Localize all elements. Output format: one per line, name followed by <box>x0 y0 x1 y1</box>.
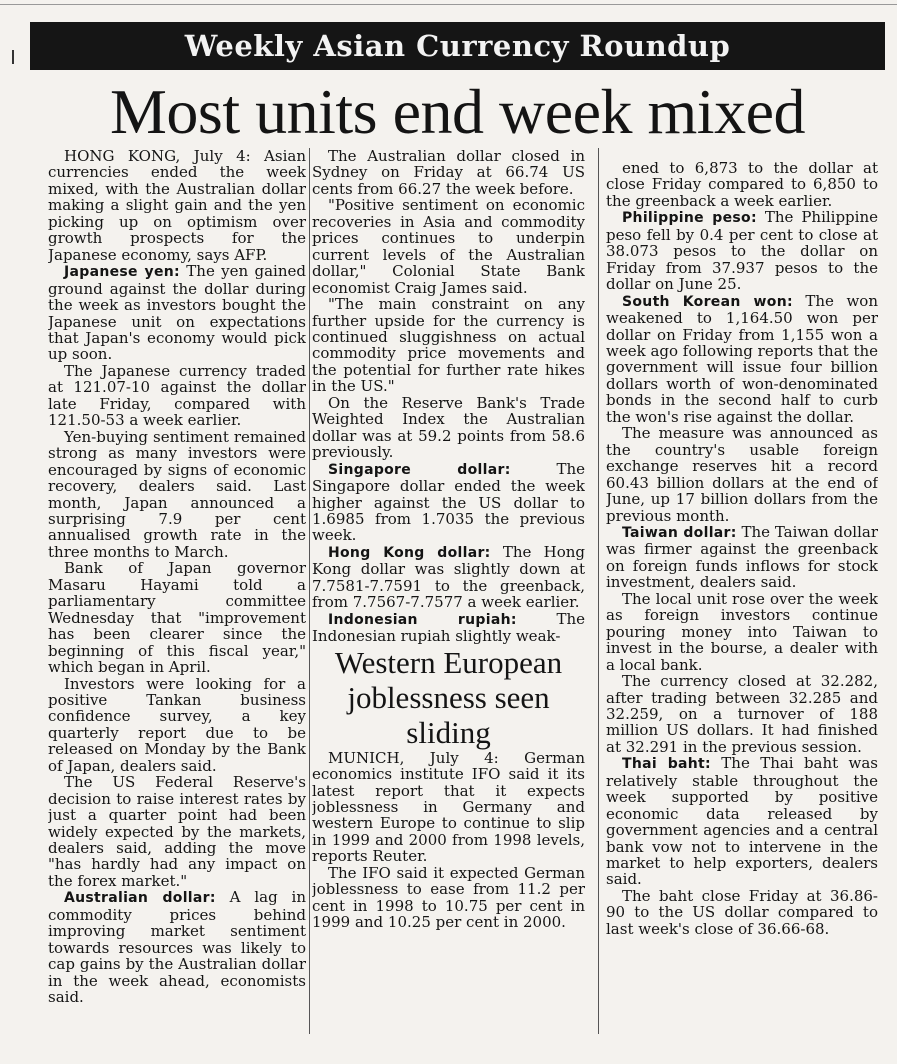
paragraph <box>606 755 878 888</box>
paragraph <box>312 461 585 544</box>
paragraph: The currency closed at 32.282, after trading between 32.285 and 32.259, on a turnover of 188 million US dollars. It had finished at 32.291 in the previous session. <box>606 672 878 756</box>
paragraph <box>312 611 585 645</box>
paragraph: The IFO said it expected German joblessness to ease from 11.2 per cent in 1998 to 10.75 per cent in 1999 and 10.25 per cent in 2000. <box>312 863 585 932</box>
paragraph: Investors were looking for a positive Tankan business confidence survey, a key quarterly report due to be released on Monday by the Bank of Japan, dealers said. <box>48 674 306 775</box>
paragraph-text: The won weakened to 1,164.50 won per dollar on Friday from 1,155 won a week ago following reports that the government will issue four billion dollars worth of won-denominated bonds in the second half to curb the won's rise against the dollar. <box>606 291 878 426</box>
paragraph-text: The yen gained ground against the dollar during the week as investors bought the Japanese unit on expectations that Japan's economy would pick up soon. <box>48 262 306 364</box>
section-banner: Weekly Asian Currency Roundup <box>30 22 885 70</box>
paragraph: "The main constraint on any further upside for the currency is continued sluggishness on actual commodity price movements and the potential for further rate hikes in the US." <box>312 295 585 396</box>
paragraph-lead: Hong Kong dollar: <box>328 544 491 561</box>
paragraph <box>312 544 585 611</box>
paragraph-text: The Indonesian rupiah slightly weak- <box>312 609 585 646</box>
paragraph-lead: Singapore dollar: <box>328 461 511 478</box>
paragraph: The baht close Friday at 36.86-90 to the US dollar compared to last week's close of 36.66-68. <box>606 886 878 938</box>
paragraph: The Australian dollar closed in Sydney on Friday at 66.74 US cents from 66.27 the week before. <box>312 148 585 198</box>
paragraph-lead: Australian dollar: <box>64 890 216 907</box>
article-column-2 <box>312 148 585 1036</box>
paragraph: The measure was announced as the country's usable foreign exchange reserves hit a record 60.43 billion dollars at the end of June, up 17 billion dollars from the previous month. <box>606 424 878 525</box>
paragraph: "Positive sentiment on economic recoveries in Asia and commodity prices continues to underpin current levels of the Australian dollar," Colonial State Bank economist Craig James said. <box>312 196 585 297</box>
paragraph: Yen-buying sentiment remained strong as many investors were encouraged by signs of economic recovery, dealers said. Last month, Japan announced a surprising 7.9 per cent annualised growth rate in the three months to March. <box>48 427 306 561</box>
subhead: Western European joblessness seen sliding <box>334 644 563 750</box>
paragraph-text: The Philippine peso fell by 0.4 per cent to close at 38.073 pesos to the dollar on Friday from 37.937 pesos to the dollar on June 25. <box>606 208 878 294</box>
column-rule <box>309 148 310 1034</box>
paragraph: ened to 6,873 to the dollar at close Friday compared to 6,850 to the greenback a week earlier. <box>606 160 878 210</box>
paragraph: The local unit rose over the week as foreign investors continue pouring money into Taiwan to invest in the bourse, a dealer with a local bank. <box>606 589 878 674</box>
paragraph: HONG KONG, July 4: Asian currencies ended the week mixed, with the Australian dollar making a slight gain and the yen picking up on optimism over growth prospects for the Japanese economy, says AFP. <box>48 148 306 264</box>
paragraph <box>606 293 878 426</box>
article-column-3 <box>606 160 878 1036</box>
paragraph <box>606 209 878 292</box>
paragraph <box>48 889 306 1005</box>
column-rule <box>598 148 599 1034</box>
article-column-1 <box>48 148 306 1036</box>
paragraph-lead: Japanese yen: <box>64 264 180 281</box>
paragraph-lead: South Korean won: <box>622 293 793 310</box>
headline: Most units end week mixed <box>110 76 805 147</box>
paragraph-text: The Singapore dollar ended the week higher against the US dollar to 1.6985 from 1.7035 the previous week. <box>312 459 585 545</box>
paragraph-text: The Taiwan dollar was firmer against the greenback on foreign funds inflows for stock investment, dealers said. <box>606 522 878 592</box>
paragraph-lead: Thai baht: <box>622 756 711 773</box>
paragraph-lead: Indonesian rupiah: <box>328 611 517 628</box>
paragraph: On the Reserve Bank's Trade Weighted Index the Australian dollar was at 59.2 points from 58.6 previously. <box>312 393 585 462</box>
paragraph-lead: Philippine peso: <box>622 210 757 227</box>
paragraph: The US Federal Reserve's decision to raise interest rates by just a quarter point had been widely expected by the markets, dealers said, adding the move "has hardly had any impact on the forex market." <box>48 773 306 890</box>
top-rule <box>0 4 897 5</box>
paragraph <box>48 263 306 363</box>
paragraph: Bank of Japan governor Masaru Hayami told a parliamentary committee Wednesday that "improvement has been clearer since the beginning of this fiscal year," which began in April. <box>48 559 306 677</box>
paragraph <box>606 524 878 591</box>
paragraph: The Japanese currency traded at 121.07-10 against the dollar late Friday, compared with 121.50-53 a week earlier. <box>48 361 306 430</box>
paragraph-text: The Hong Kong dollar was slightly down at 7.7581-7.7591 to the greenback, from 7.7567-7.7577 a week earlier. <box>312 542 585 612</box>
paragraph-text: The Thai baht was relatively stable throughout the week supported by positive economic data released by government agencies and a central bank vow not to intervene in the market to help exporters, dealers said. <box>606 754 878 889</box>
paragraph: MUNICH, July 4: German economics institute IFO said it its latest report that it expects joblessness in Germany and western Europe to continue to slip in 1999 and 2000 from 1998 levels, reports Reuter. <box>312 748 585 866</box>
edge-mark <box>12 50 14 64</box>
paragraph-text: A lag in commodity prices behind improving market sentiment towards resources was likely to cap gains by the Australian dollar in the week ahead, economists said. <box>48 888 306 1007</box>
paragraph-lead: Taiwan dollar: <box>622 524 737 541</box>
